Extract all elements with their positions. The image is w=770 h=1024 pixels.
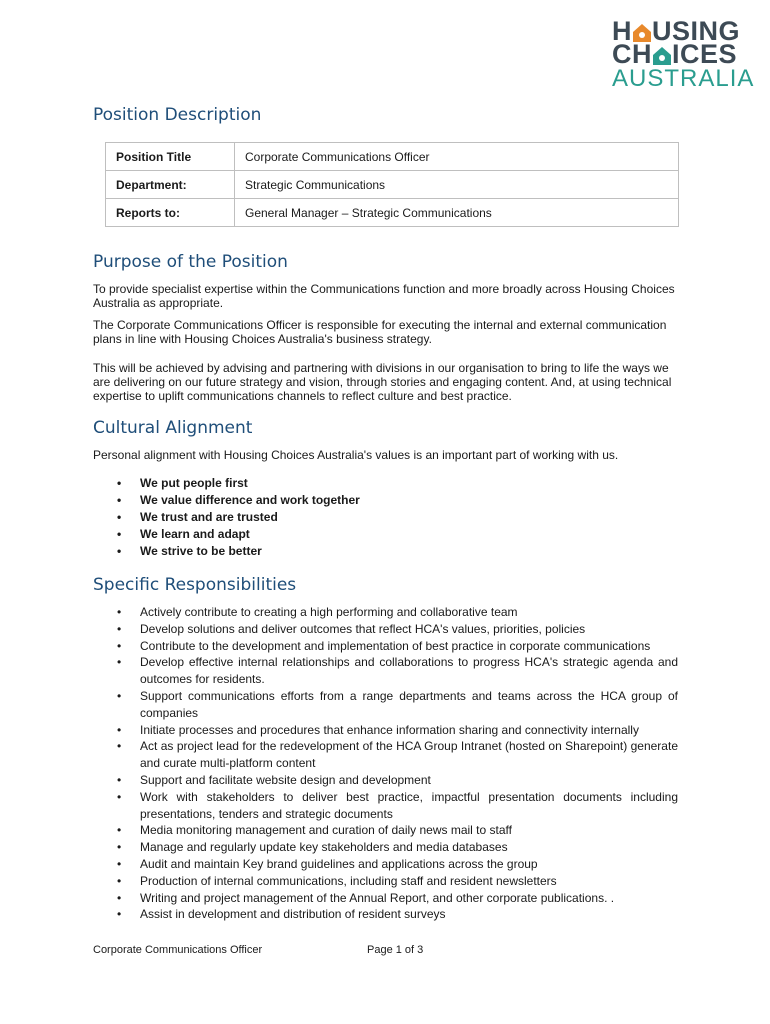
list-item: • Support and facilitate website design and development	[117, 772, 431, 787]
logo-line-1: H USING	[612, 16, 741, 46]
purpose-paragraph: This will be achieved by advising and partnering with divisions in our organisation to bring to life the ways we are delivering on our future strategy and vision, through stories and engaging content. And, at using technical expertise to uplift communications channels to reflect culture and best practice.	[93, 361, 672, 403]
footer-page-number: Page 1 of 3	[367, 944, 424, 956]
doc-title: Position Description	[93, 105, 262, 125]
table-row	[106, 143, 679, 171]
position-title-label: Position Title	[106, 143, 235, 171]
list-item: • We learn and adapt	[117, 527, 250, 541]
list-item: • Production of internal communications, including staff and resident newsletters	[117, 873, 557, 888]
table-row	[106, 171, 679, 199]
list-item: • Contribute to the development and implementation of best practice in corporate communications	[117, 638, 651, 653]
list-item: • Audit and maintain Key brand guidelines and applications across the group	[117, 856, 538, 871]
values-list	[93, 475, 678, 560]
position-table	[105, 142, 679, 227]
list-item: • Actively contribute to creating a high performing and collaborative team	[117, 605, 518, 619]
purpose-heading: Purpose of the Position	[93, 252, 288, 272]
reports-to-label: Reports to:	[106, 199, 235, 227]
list-item: • Writing and project management of the Annual Report, and other corporate publications. .	[117, 890, 615, 905]
responsibilities-heading: Specific Responsibilities	[93, 575, 297, 595]
department-value: Strategic Communications	[235, 171, 679, 199]
list-item: • We put people first	[117, 476, 248, 490]
list-item: • Initiate processes and procedures that enhance information sharing and connectivity internally	[117, 722, 639, 737]
house-icon	[652, 46, 672, 66]
reports-to-value: General Manager – Strategic Communications	[235, 199, 679, 227]
list-item: • Develop effective internal relationships and collaborations to progress HCA's strategic agenda and outcomes for residents.	[117, 655, 678, 687]
responsibilities-list	[93, 604, 678, 923]
purpose-paragraph: The Corporate Communications Officer is responsible for executing the internal and external communication plans in line with Housing Choices Australia's business strategy.	[93, 318, 667, 346]
list-item: • Manage and regularly update key stakeholders and media databases	[117, 840, 508, 855]
logo-line-2: CH ICES	[612, 39, 738, 69]
list-item: • We trust and are trusted	[117, 510, 278, 524]
housing-choices-logo	[612, 16, 755, 92]
list-item: • Support communications efforts from a range departments and teams across the HCA group of companies	[117, 688, 678, 720]
cultural-intro: Personal alignment with Housing Choices Australia's values is an important part of working with us.	[93, 448, 619, 462]
department-label: Department:	[106, 171, 235, 199]
list-item: • Media monitoring management and curation of daily news mail to staff	[117, 823, 512, 838]
list-item: • Develop solutions and deliver outcomes that reflect HCA's values, priorities, policies	[117, 621, 586, 636]
list-item: • We strive to be better	[117, 544, 262, 558]
position-title-value: Corporate Communications Officer	[235, 143, 679, 171]
table-row	[106, 199, 679, 227]
cultural-heading: Cultural Alignment	[93, 418, 253, 438]
footer-doc-title: Corporate Communications Officer	[93, 944, 263, 956]
list-item: • Work with stakeholders to deliver best practice, impactful presentation documents including presentations, tenders and strategic documents	[117, 789, 678, 821]
list-item: • Act as project lead for the redevelopment of the HCA Group Intranet (hosted on Sharepoint) generate and curate multi-platform content	[117, 739, 678, 771]
purpose-paragraph: To provide specialist expertise within the Communications function and more broadly across Housing Choices Australia as appropriate.	[93, 282, 675, 310]
logo-line-3: AUSTRALIA	[612, 65, 755, 92]
list-item: • We value difference and work together	[117, 493, 360, 507]
list-item: • Assist in development and distribution of resident surveys	[117, 907, 446, 922]
